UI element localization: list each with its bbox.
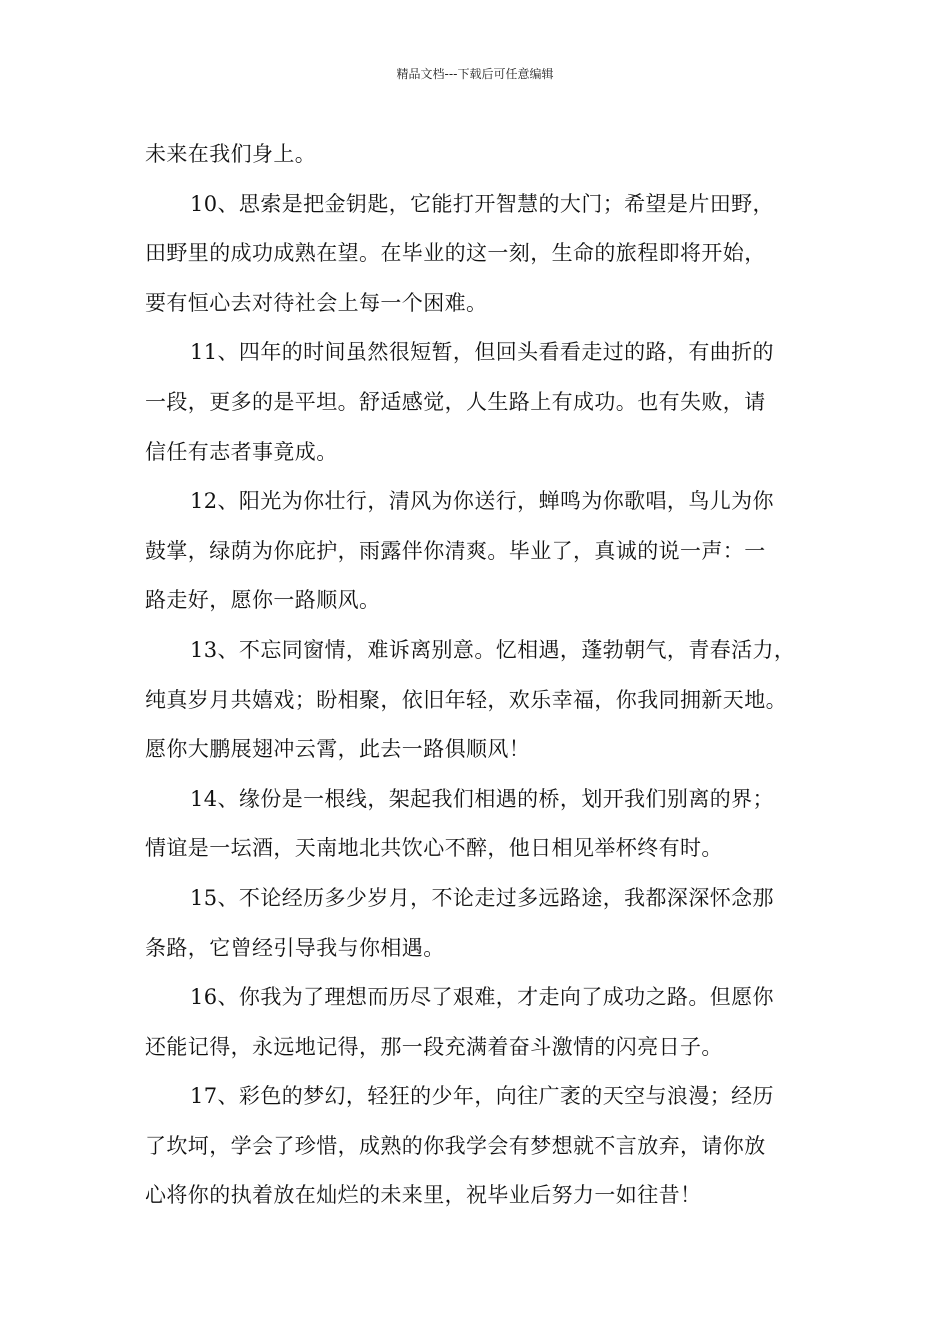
paragraph-line: 16、你我为了理想而历尽了艰难，才走向了成功之路。但愿你: [190, 985, 774, 1010]
paragraph-11: [145, 328, 825, 477]
paragraph-line: 路走好，愿你一路顺风。: [145, 588, 381, 613]
paragraph-10: [145, 180, 825, 329]
document-body: [145, 130, 825, 1221]
paragraph-line: 信任有志者事竟成。: [145, 439, 338, 464]
paragraph-line: 纯真岁月共嬉戏；盼相聚，依旧年轻，欢乐幸福，你我同拥新天地。: [145, 687, 787, 712]
paragraph-13: [145, 626, 825, 775]
paragraph-line: 12、阳光为你壮行，清风为你送行，蝉鸣为你歌唱，鸟儿为你: [190, 489, 774, 514]
paragraph-line: 10、思索是把金钥匙，它能打开智慧的大门；希望是片田野，: [190, 191, 774, 216]
paragraph-line: 一段，更多的是平坦。舒适感觉，人生路上有成功。也有失败，请: [145, 389, 766, 414]
paragraph-line: 15、不论经历多少岁月，不论走过多远路途，我都深深怀念那: [190, 885, 774, 910]
paragraph-line: 愿你大鹏展翅冲云霄，此去一路俱顺风！: [145, 737, 531, 762]
paragraph-line: 田野里的成功成熟在望。在毕业的这一刻，生命的旅程即将开始，: [145, 241, 766, 266]
paragraph-line: 未来在我们身上。: [145, 142, 317, 166]
paragraph-line: 14、缘份是一根线，架起我们相遇的桥，划开我们别离的界；: [190, 786, 774, 811]
paragraph-16: [145, 973, 825, 1072]
paragraph-line: 17、彩色的梦幻，轻狂的少年，向往广袤的天空与浪漫；经历: [190, 1084, 774, 1109]
paragraph-line: 条路，它曾经引导我与你相遇。: [145, 935, 445, 960]
paragraph-15: [145, 874, 825, 973]
paragraph-line: 情谊是一坛酒，天南地北共饮心不醉，他日相见举杯终有时。: [145, 836, 723, 861]
paragraph-12: [145, 477, 825, 626]
paragraph-line: 还能记得，永远地记得，那一段充满着奋斗激情的闪亮日子。: [145, 1034, 723, 1059]
paragraph-line: 13、不忘同窗情，难诉离别意。忆相遇，蓬勃朝气，青春活力，: [190, 637, 796, 662]
paragraph-line: 心将你的执着放在灿烂的未来里，祝毕业后努力一如往昔！: [145, 1183, 702, 1208]
paragraph-line: 11、四年的时间虽然很短暂，但回头看看走过的路，有曲折的: [190, 340, 774, 365]
paragraph-line: 要有恒心去对待社会上每一个困难。: [145, 290, 488, 315]
paragraph-17: [145, 1072, 825, 1221]
paragraph-line: 了坎坷，学会了珍惜，成熟的你我学会有梦想就不言放弃，请你放: [145, 1133, 766, 1158]
paragraph-line: 鼓掌，绿荫为你庇护，雨露伴你清爽。毕业了，真诚的说一声：一: [145, 538, 766, 563]
page-header: 精品文档---下载后可任意编辑: [396, 67, 554, 81]
paragraph-continuation: [145, 130, 825, 180]
paragraph-14: [145, 775, 825, 874]
